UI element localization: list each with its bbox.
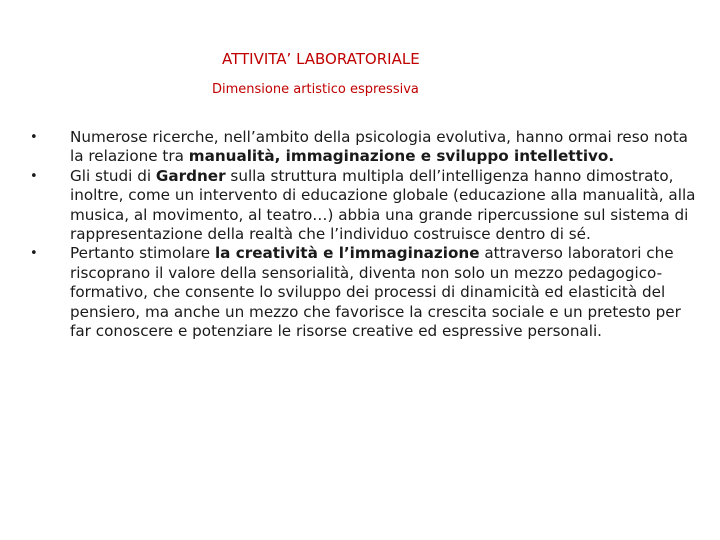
bullet-text (70, 167, 695, 243)
bullet-marker: • (30, 168, 38, 184)
bullet-item (30, 128, 698, 167)
bullet-marker: • (30, 246, 38, 262)
bullet-text (70, 244, 681, 340)
bullet-text-run: attraverso laboratori che riscoprano il valore della sensorialità, diventa non solo un mezzo pedagogico-formativo, che consente lo sviluppo dei processi di dinamicità ed elasticità del pensiero, ma anche un mezzo che favorisce la crescita sociale e un pretesto per far conoscere e potenziare le risorse creative ed espressive personali. (70, 244, 681, 341)
bullet-item (30, 244, 698, 341)
bullet-text-bold-run: la creatività e l’immaginazione (214, 244, 480, 263)
bullet-text-bold-run: Gardner (155, 166, 226, 185)
bullet-marker: • (30, 130, 38, 145)
bullet-text-run: Gli studi di (70, 166, 156, 185)
bullet-text-bold-run: manualità, immaginazione e sviluppo intellettivo. (188, 147, 615, 166)
slide-title: ATTIVITA’ LABORATORIALE (222, 50, 420, 68)
bullet-text-run: sulla struttura multipla dell’intelligenza hanno dimostrato, inoltre, come un intervento di educazione globale (educazione alla manualità, alla musica, al movimento, al teatro…) abbia una grande ripercussione sul sistema di rappresentazione della realtà che l’individuo costruisce dentro di sé. (70, 166, 696, 244)
bullet-text-run: Numerose ricerche, nell’ambito della psicologia evolutiva, hanno ormai reso nota la relazione tra (70, 128, 688, 166)
bullet-list (30, 128, 698, 341)
bullet-text (70, 128, 688, 165)
bullet-item (30, 167, 698, 245)
slide-subtitle: Dimensione artistico espressiva (212, 82, 419, 97)
bullet-text-run: Pertanto stimolare (70, 244, 215, 263)
